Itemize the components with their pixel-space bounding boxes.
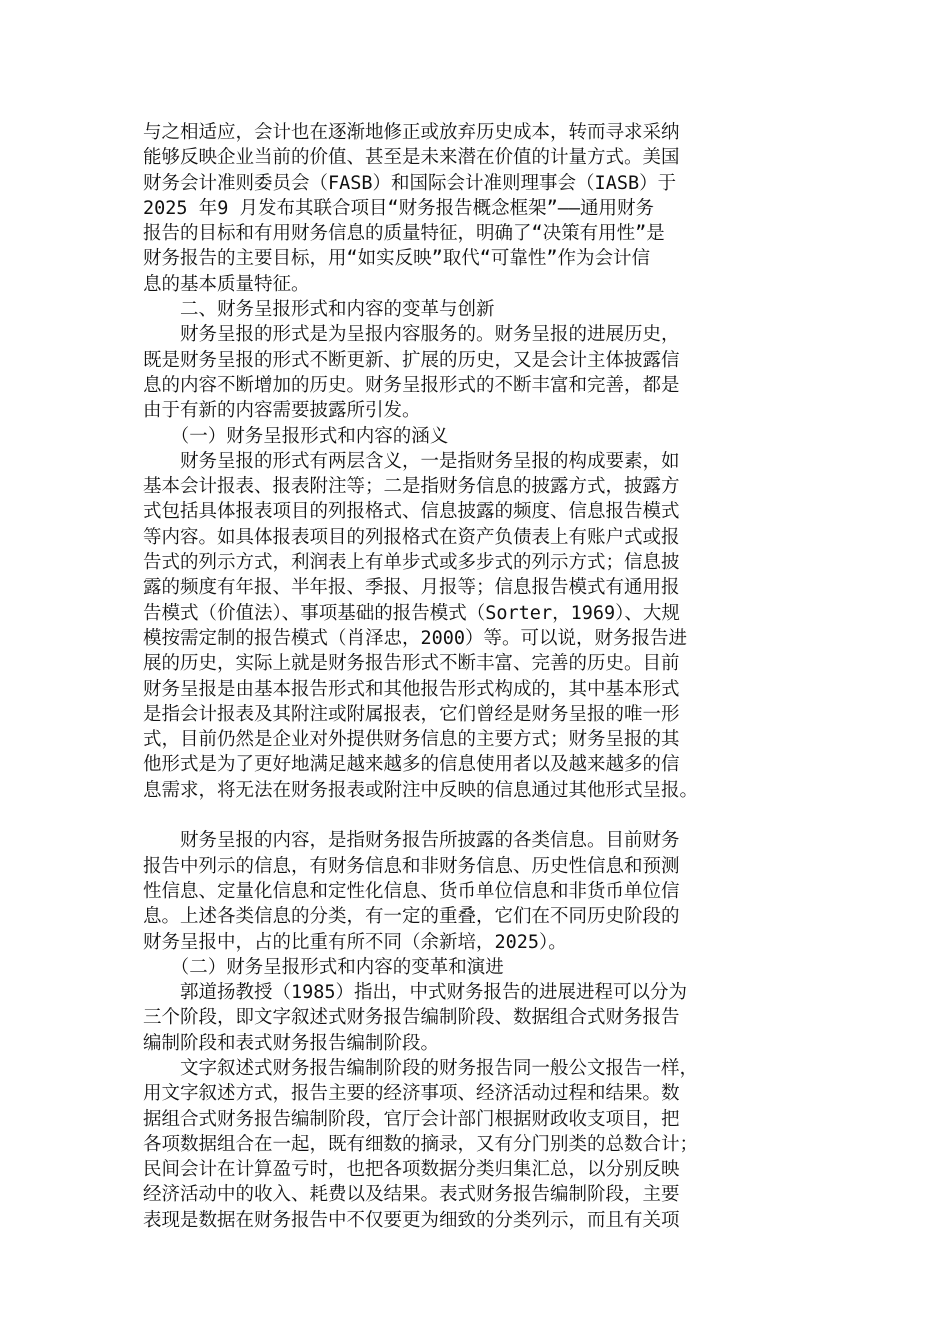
text-line: 2025 年9 月发布其联合项目“财务报告概念框架”——通用财务 [143, 197, 655, 219]
text-line: 息。上述各类信息的分类，有一定的重叠，它们在不同历史阶段的 [143, 906, 680, 928]
text-line: 既是财务呈报的形式不断更新、扩展的历史，又是会计主体披露信 [143, 349, 680, 371]
text-line: 息的内容不断增加的历史。财务呈报形式的不断丰富和完善，都是 [143, 374, 680, 396]
text-line: （一）财务呈报形式和内容的涵义 [143, 425, 449, 447]
text-line: 告模式（价值法）、事项基础的报告模式（Sorter，1969）、大规 [143, 602, 680, 624]
text-line: 他形式是为了更好地满足越来越多的信息使用者以及越来越多的信 [143, 754, 680, 776]
text-line: 文字叙述式财务报告编制阶段的财务报告同一般公文报告一样， [143, 1057, 699, 1079]
text-line: 式，目前仍然是企业对外提供财务信息的主要方式；财务呈报的其 [143, 729, 680, 751]
text-line: 报告中列示的信息，有财务信息和非财务信息、历史性信息和预测 [143, 855, 680, 877]
text-line: 基本会计报表、报表附注等；二是指财务信息的披露方式，披露方 [143, 476, 680, 498]
text-line: 各项数据组合在一起，既有细数的摘录，又有分门别类的总数合计； [143, 1133, 699, 1155]
text-line: 财务报告的主要目标，用“如实反映”取代“可靠性”作为会计信 [143, 248, 651, 270]
text-line: 报告的目标和有用财务信息的质量特征，明确了“决策有用性”是 [143, 223, 665, 245]
text-line: 告式的列示方式，利润表上有单步式或多步式的列示方式；信息披 [143, 552, 680, 574]
text-line: 由于有新的内容需要披露所引发。 [143, 400, 421, 422]
text-line: 等内容。如具体报表项目的列报格式在资产负债表上有账户式或报 [143, 526, 680, 548]
text-line: 二、财务呈报形式和内容的变革与创新 [143, 299, 495, 321]
text-line: 息需求，将无法在财务报表或附注中反映的信息通过其他形式呈报。 [143, 779, 699, 801]
text-line: 露的频度有年报、半年报、季报、月报等；信息报告模式有通用报 [143, 577, 680, 599]
text-line: （二）财务呈报形式和内容的变革和演进 [143, 956, 504, 978]
text-line: 与之相适应，会计也在逐渐地修正或放弃历史成本，转而寻求采纳 [143, 122, 680, 143]
text-line: 财务呈报的形式是为呈报内容服务的。财务呈报的进展历史， [143, 324, 680, 346]
text-line: 郭道扬教授（1985）指出，中式财务报告的进展进程可以分为 [143, 982, 688, 1004]
text-line: 财务呈报中，占的比重有所不同（余新培，2025）。 [143, 931, 567, 953]
document-page [143, 120, 803, 1233]
text-line: 据组合式财务报告编制阶段，官厅会计部门根据财政收支项目，把 [143, 1108, 680, 1130]
text-line: 经济活动中的收入、耗费以及结果。表式财务报告编制阶段，主要 [143, 1184, 680, 1206]
text-line: 财务呈报是由基本报告形式和其他报告形式构成的，其中基本形式 [143, 678, 680, 700]
text-line: 财务呈报的形式有两层含义，一是指财务呈报的构成要素，如 [143, 450, 680, 472]
text-line: 是指会计报表及其附注或附属报表，它们曾经是财务呈报的唯一形 [143, 703, 680, 725]
text-line: 表现是数据在财务报告中不仅要更为细致的分类列示，而且有关项 [143, 1209, 680, 1231]
text-line: 息的基本质量特征。 [143, 273, 310, 295]
blank-line [143, 803, 803, 828]
text-line: 模按需定制的报告模式（肖泽忠，2000）等。可以说，财务报告进 [143, 627, 688, 649]
text-line: 性信息、定量化信息和定性化信息、货币单位信息和非货币单位信 [143, 880, 680, 902]
text-line: 展的历史，实际上就是财务报告形式不断丰富、完善的历史。目前 [143, 653, 680, 675]
text-line: 财务会计准则委员会（FASB）和国际会计准则理事会（IASB）于 [143, 172, 677, 194]
text-line: 式包括具体报表项目的列报格式、信息披露的频度、信息报告模式 [143, 501, 680, 523]
text-line: 民间会计在计算盈亏时，也把各项数据分类归集汇总，以分别反映 [143, 1159, 680, 1181]
text-line: 编制阶段和表式财务报告编制阶段。 [143, 1032, 440, 1054]
text-line: 用文字叙述方式，报告主要的经济事项、经济活动过程和结果。数 [143, 1083, 680, 1105]
text-line: 能够反映企业当前的价值、甚至是未来潜在价值的计量方式。美国 [143, 147, 680, 169]
text-line: 三个阶段，即文字叙述式财务报告编制阶段、数据组合式财务报告 [143, 1007, 680, 1029]
text-line: 财务呈报的内容，是指财务报告所披露的各类信息。目前财务 [143, 830, 680, 852]
